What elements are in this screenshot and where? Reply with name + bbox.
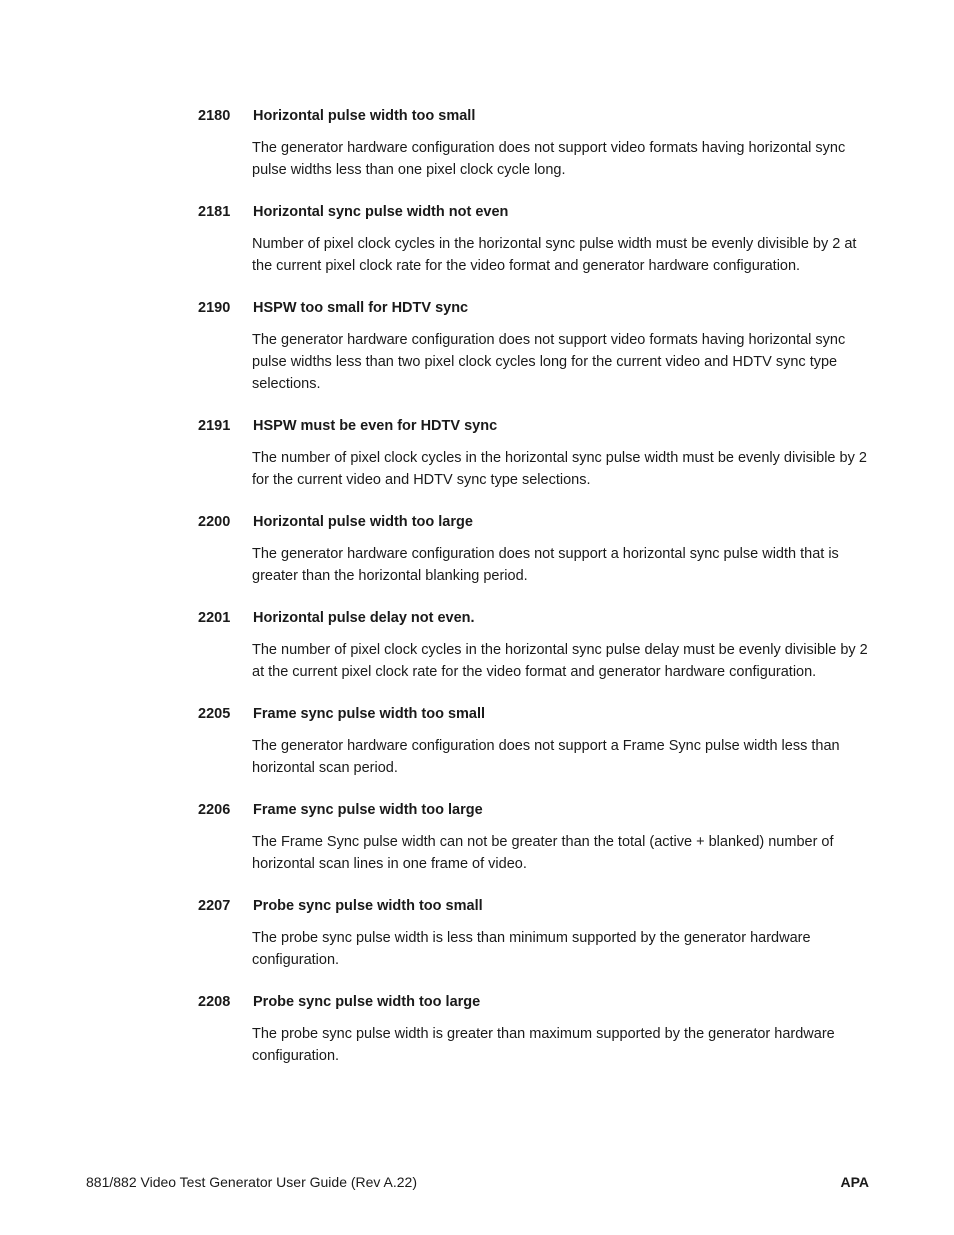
footer-document-title: 881/882 Video Test Generator User Guide (Rev A.22): [86, 1174, 418, 1190]
entry-heading: [0, 202, 954, 223]
error-code: 2180: [198, 108, 231, 124]
entry-heading: [0, 704, 954, 725]
error-entry-2191: [0, 416, 954, 491]
error-code: 2190: [198, 300, 231, 316]
error-entry-2206: [0, 800, 954, 875]
error-title: Frame sync pulse width too small: [253, 706, 486, 722]
error-code: 2205: [198, 706, 231, 722]
error-title: Probe sync pulse width too small: [253, 898, 483, 914]
error-description: The number of pixel clock cycles in the horizontal sync pulse width must be evenly divisible by 2 for the current video and HDTV sync type selections.: [252, 450, 867, 488]
error-title: Probe sync pulse width too large: [253, 994, 481, 1010]
error-entry-2201: [0, 608, 954, 683]
error-description: The Frame Sync pulse width can not be greater than the total (active + blanked) number of horizontal scan lines in one frame of video.: [252, 834, 834, 872]
error-title: Horizontal pulse delay not even.: [253, 610, 475, 626]
error-description: The generator hardware configuration does not support video formats having horizontal sync pulse widths less than two pixel clock cycles long for the current video and HDTV sync type selections.: [252, 332, 846, 392]
error-entry-2181: [0, 202, 954, 277]
error-title: Horizontal pulse width too small: [253, 108, 476, 124]
error-code: 2201: [198, 610, 231, 626]
entry-heading: [0, 416, 954, 437]
error-description: The probe sync pulse width is greater than maximum supported by the generator hardware configuration.: [252, 1026, 835, 1064]
error-code: 2208: [198, 994, 231, 1010]
error-title: Horizontal pulse width too large: [253, 514, 473, 530]
entry-heading: [0, 896, 954, 917]
entry-heading: [0, 298, 954, 319]
entry-heading: [0, 608, 954, 629]
error-description: The number of pixel clock cycles in the horizontal sync pulse delay must be evenly divisible by 2 at the current pixel clock rate for the video format and generator hardware configuration.: [252, 642, 868, 680]
error-title: Frame sync pulse width too large: [253, 802, 483, 818]
error-description: The probe sync pulse width is less than minimum supported by the generator hardware configuration.: [252, 930, 811, 968]
error-entry-2190: [0, 298, 954, 395]
error-entry-2205: [0, 704, 954, 779]
error-code: 2207: [198, 898, 231, 914]
error-title: HSPW must be even for HDTV sync: [253, 418, 498, 434]
error-description: The generator hardware configuration does not support video formats having horizontal sync pulse widths less than one pixel clock cycle long.: [252, 140, 846, 178]
error-title: Horizontal sync pulse width not even: [253, 204, 509, 220]
entry-heading: [0, 992, 954, 1013]
entry-heading: [0, 512, 954, 533]
entry-heading: [0, 800, 954, 821]
error-entry-2180: [0, 106, 954, 181]
entry-heading: [0, 106, 954, 127]
error-description: The generator hardware configuration does not support a Frame Sync pulse width less than horizontal scan period.: [252, 738, 840, 776]
error-entry-2208: [0, 992, 954, 1067]
error-description: Number of pixel clock cycles in the horizontal sync pulse width must be evenly divisible by 2 at the current pixel clock rate for the video format and generator hardware configuration.: [252, 236, 857, 274]
error-code: 2191: [198, 418, 231, 434]
error-title: HSPW too small for HDTV sync: [253, 300, 469, 316]
error-entry-2200: [0, 512, 954, 587]
error-description: The generator hardware configuration does not support a horizontal sync pulse width that is greater than the horizontal blanking period.: [252, 546, 839, 584]
error-code: 2206: [198, 802, 231, 818]
footer-section-label: APA: [840, 1174, 869, 1190]
error-code-list: [0, 106, 954, 1088]
error-entry-2207: [0, 896, 954, 971]
error-code: 2181: [198, 204, 231, 220]
error-code: 2200: [198, 514, 231, 530]
